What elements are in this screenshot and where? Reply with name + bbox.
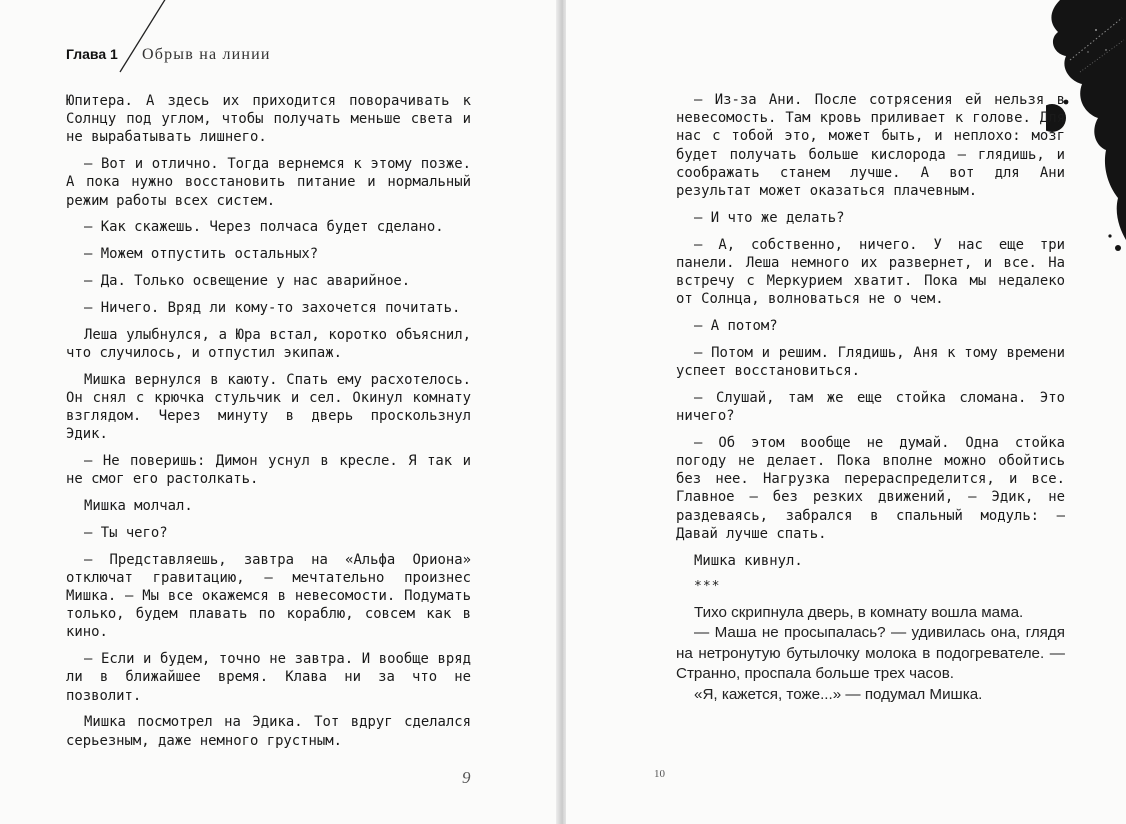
paragraph: — Представляешь, завтра на «Альфа Ориона» отключат гравитацию, — мечтательно произнес Мишка. — Мы все окажемся в невесомости. Подумать только, будем плавать по кораблю, совсем как в кино. bbox=[66, 551, 471, 641]
paragraph: Мишка кивнул. bbox=[694, 552, 803, 569]
right-page bbox=[566, 0, 1126, 824]
left-page-text bbox=[66, 92, 471, 758]
paragraph: — Ты чего? bbox=[84, 524, 168, 541]
paragraph: — Из-за Ани. После сотрясения ей нельзя в невесомость. Там кровь приливает к голове. Для нас с тобой это, может быть, и неплохо: мозг будет получать больше кислорода — глядишь, и соображать станем лучше. А вот для Ани результат может оказаться плачевным. bbox=[676, 92, 1065, 200]
paragraph: — Если и будем, точно не завтра. И вообще вряд ли в ближайшее время. Клава ни за что не позволит. bbox=[66, 651, 471, 704]
paragraph: — Ничего. Вряд ли кому-то захочется почитать. bbox=[84, 299, 461, 316]
scene-paragraph: Тихо скрипнула дверь, в комнату вошла мама. bbox=[694, 603, 1024, 621]
chapter-title: Обрыв на линии bbox=[142, 46, 271, 63]
chapter-label: Глава 1 bbox=[66, 46, 118, 62]
right-page-text bbox=[676, 91, 1065, 706]
paragraph: — Слушай, там же еще стойка сломана. Это ничего? bbox=[676, 389, 1065, 425]
paragraph: — Не поверишь: Димон уснул в кресле. Я так и не смог его растолкать. bbox=[66, 453, 471, 488]
paragraph: — И что же делать? bbox=[694, 209, 845, 226]
paragraph: — Да. Только освещение у нас аварийное. bbox=[84, 273, 411, 289]
paragraph: Юпитера. А здесь их приходится поворачивать к Солнцу под углом, чтобы получать меньше света и не вырабатывать лишнего. bbox=[66, 93, 471, 146]
paragraph: — Можем отпустить остальных? bbox=[84, 246, 319, 263]
paragraph: Мишка молчал. bbox=[84, 498, 193, 514]
scene-paragraph: «Я, кажется, тоже...» — подумал Мишка. bbox=[694, 686, 983, 703]
left-page bbox=[0, 0, 560, 824]
paragraph: — А потом? bbox=[694, 318, 778, 335]
paragraph: Мишка посмотрел на Эдика. Тот вдруг сделался серьезным, даже немного грустным. bbox=[66, 714, 471, 749]
paragraph: — Потом и решим. Глядишь, Аня к тому времени успеет восстановиться. bbox=[676, 344, 1065, 380]
paragraph: — Вот и отлично. Тогда вернемся к этому позже. А пока нужно восстановить питание и нормальный режим работы всех систем. bbox=[66, 156, 471, 209]
paragraph: — Как скажешь. Через полчаса будет сделано. bbox=[84, 219, 444, 236]
page-number: 10 bbox=[654, 768, 665, 780]
paragraph: Мишка вернулся в каюту. Спать ему расхотелось. Он снял с крючка стульчик и сел. Окинул комнату взглядом. Через минуту в дверь проскользнул Эдик. bbox=[66, 371, 471, 443]
scene-separator: *** bbox=[694, 579, 721, 595]
scene-paragraph: — Маша не просыпалась? — удивилась она, глядя на нетронутую бутылочку молока в подогревателе. — Странно, проспала больше трех часов. bbox=[676, 624, 1065, 683]
paragraph: — Об этом вообще не думай. Одна стойка погоду не делает. Пока вполне можно обойтись без нее. Нагрузка перераспределится, и все. Главное — без резких движений, — Эдик, не раздеваясь, забрался в спальный модуль: — Давай лучше спать. bbox=[676, 434, 1065, 542]
page-number: 9 bbox=[462, 768, 471, 787]
paragraph: — А, собственно, ничего. У нас еще три панели. Леша немного их развернет, и все. На встречу с Меркурием хватит. Пока мы недалеко от Солнца, волноваться не о чем. bbox=[676, 236, 1065, 308]
paragraph: Леша улыбнулся, а Юра встал, коротко объяснил, что случилось, и отпустил экипаж. bbox=[66, 326, 471, 361]
